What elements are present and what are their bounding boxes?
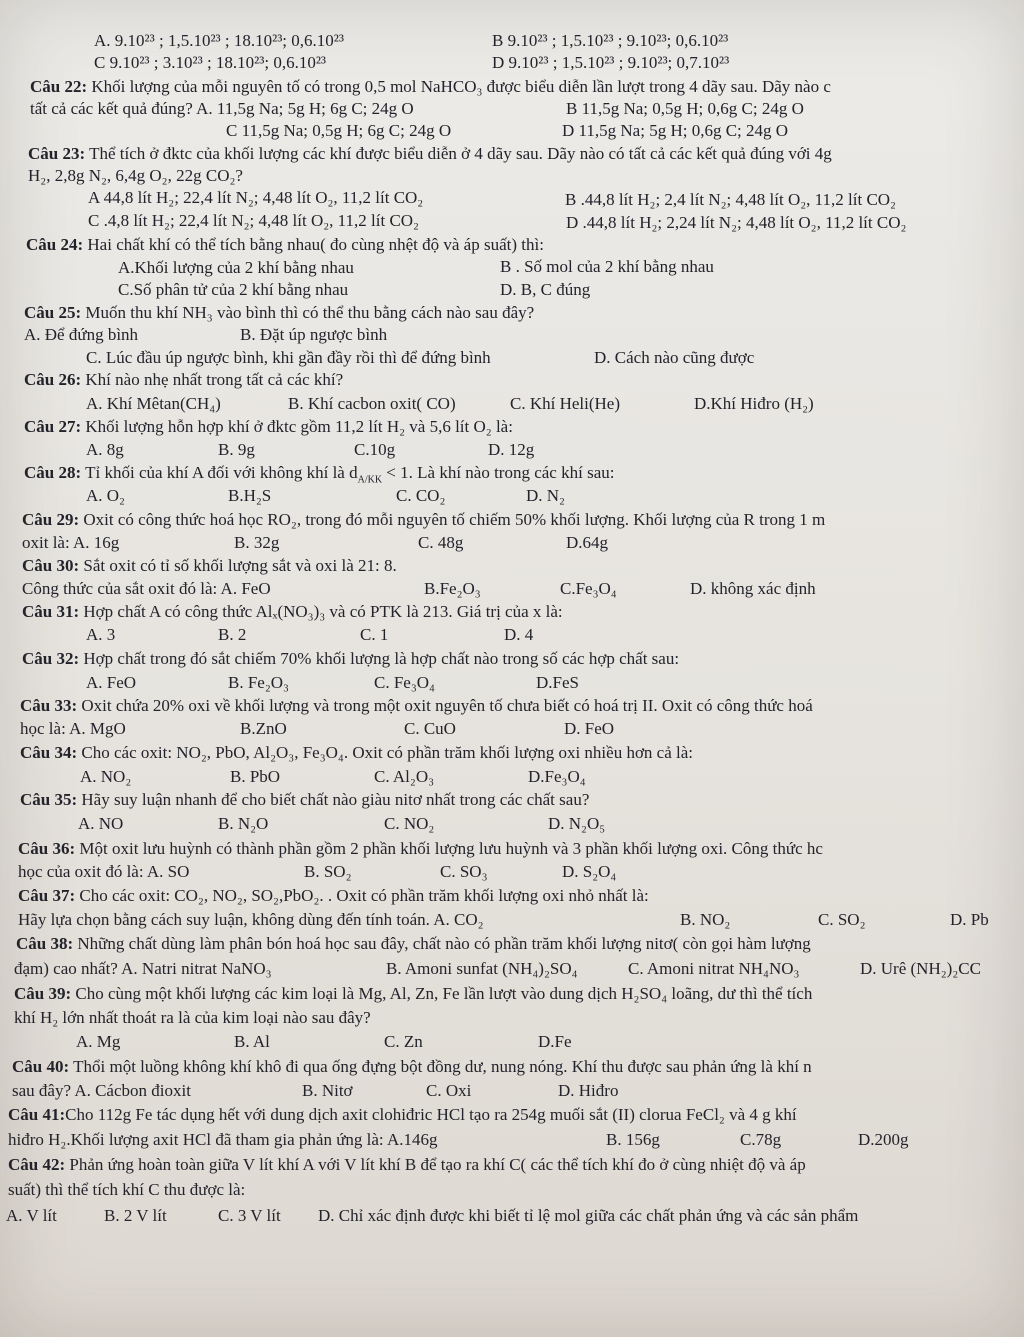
q37-label: Câu 37: (18, 886, 76, 905)
q42-text-2: suất) thì thể tích khí C thu được là: (8, 1180, 246, 1199)
q21-option-b: B 9.10²³ ; 1,5.10²³ ; 9.10²³; 0,6.10²³ (492, 31, 729, 50)
q35-text: Hãy suy luận nhanh để cho biết chất nào giàu nitơ nhất trong các chất sau? (81, 790, 590, 809)
q38-line-1 (16, 933, 811, 955)
q21-option-d: D 9.10²³ ; 1,5.10²³ ; 9.10²³; 0,7.10²³ (492, 53, 730, 72)
q29-option-b: B. 32g (234, 533, 280, 552)
q32-label: Câu 32: (22, 649, 80, 668)
q25-label: Câu 25: (24, 303, 82, 322)
q34-option-d: D.Fe₃O₄ (528, 767, 586, 786)
q36-text-2: học của oxit đó là: A. SO (18, 862, 190, 881)
q41-label: Câu 41: (8, 1105, 66, 1124)
q41-line-1 (8, 1104, 797, 1126)
q22-option-d: D 11,5g Na; 5g H; 0,6g C; 24g O (562, 121, 789, 140)
q31-label: Câu 31: (22, 602, 80, 621)
q27-label: Câu 27: (24, 417, 82, 436)
q38-option-d: D. Urê (NH₂)₂CC (860, 959, 981, 978)
q42-line-1 (8, 1154, 806, 1176)
q39-text-1: Cho cùng một khối lượng các kim loại là Mg, Al, Zn, Fe lần lượt vào dung dịch H₂SO₄ loãng, dư thì thể tích (75, 984, 813, 1003)
q28-text-end: < 1. Là khí nào trong các khí sau: (382, 463, 615, 482)
q31-option-c: C. 1 (360, 625, 389, 644)
q21-option-a: A. 9.10²³ ; 1,5.10²³ ; 18.10²³; 0,6.10²³ (94, 31, 344, 50)
q36-option-c: C. SO₃ (440, 862, 488, 881)
q29-text-2: oxit là: A. 16g (22, 533, 120, 552)
q36-line-1 (18, 838, 823, 860)
q41-text-1: Cho 112g Fe tác dụng hết với dung dịch axit clohiđric HCl tạo ra 254g muối sắt (II) clorua FeCl₂ và 4 g khí (65, 1105, 797, 1124)
q34-option-a: A. NO₂ (80, 767, 132, 786)
q40-option-b: B. Nitơ (302, 1081, 353, 1100)
q31-line (22, 601, 563, 623)
q28-text: Tỉ khối của khí A đối với không khí là d (85, 463, 358, 482)
q27-text: Khối lượng hỗn hợp khí ở đktc gồm 11,2 lít H₂ và 5,6 lít O₂ là: (85, 417, 513, 436)
q38-text-1: Những chất dùng làm phân bón hoá học sau đây, chất nào có phần trăm khối lượng nitơ( còn gọi hàm lượng (77, 934, 811, 953)
q23-option-b: B .44,8 lít H₂; 2,4 lít N₂; 4,48 lít O₂, 11,2 lít CO₂ (565, 190, 896, 209)
q39-option-a: A. Mg (76, 1032, 121, 1051)
q33-option-b: B.ZnO (240, 719, 287, 738)
q32-line (22, 648, 679, 670)
q31-option-d: D. 4 (504, 625, 534, 644)
q41-option-d: D.200g (858, 1130, 909, 1149)
q42-label: Câu 42: (8, 1155, 66, 1174)
q35-option-a: A. NO (78, 814, 124, 833)
q25-option-b: B. Đặt úp ngược bình (240, 325, 388, 344)
q40-text-1: Thổi một luồng không khí khô đi qua ống đựng bột đồng dư, nung nóng. Khí thu được sau phản ứng là khí n (73, 1057, 812, 1076)
q35-option-b: B. N₂O (218, 814, 269, 833)
q30-text-2: Công thức của sắt oxit đó là: A. FeO (22, 579, 271, 598)
q28-option-b: B.H₂S (228, 486, 272, 505)
q35-line (20, 789, 589, 811)
q25-text: Muốn thu khí NH₃ vào bình thì có thể thu bằng cách nào sau đây? (85, 303, 535, 322)
q35-option-d: D. N₂O₅ (548, 814, 606, 833)
q28-subscript: A/KK (357, 474, 383, 486)
q42-option-b: B. 2 V lít (104, 1206, 167, 1225)
q33-text-2: học là: A. MgO (20, 719, 126, 738)
q39-option-b: B. Al (234, 1032, 270, 1051)
q39-option-d: D.Fe (538, 1032, 572, 1051)
q28-option-a: A. O₂ (86, 486, 125, 505)
q33-line-1 (20, 695, 813, 717)
q30-option-c: C.Fe₃O₄ (560, 579, 617, 598)
q26-option-b: B. Khí cacbon oxit( CO) (288, 394, 456, 413)
q34-label: Câu 34: (20, 743, 78, 762)
q22-label: Câu 22: (30, 77, 88, 96)
q36-label: Câu 36: (18, 839, 76, 858)
q24-label: Câu 24: (26, 235, 84, 254)
q26-option-a: A. Khí Mêtan(CH₄) (86, 394, 221, 413)
q32-option-a: A. FeO (86, 673, 137, 692)
q28-label: Câu 28: (24, 463, 82, 482)
q22-line-1 (30, 76, 831, 98)
q26-text: Khí nào nhẹ nhất trong tất cả các khí? (85, 370, 344, 389)
q35-label: Câu 35: (20, 790, 78, 809)
q27-option-a: A. 8g (86, 440, 124, 459)
q34-option-c: C. Al₂O₃ (374, 767, 435, 786)
q37-text-1: Cho các oxit: CO₂, NO₂, SO₂,PbO₂. . Oxit có phần trăm khối lượng oxi nhỏ nhất là: (79, 886, 649, 905)
q31-option-b: B. 2 (218, 625, 247, 644)
q31-option-a: A. 3 (86, 625, 116, 644)
q40-label: Câu 40: (12, 1057, 70, 1076)
q36-option-b: B. SO₂ (304, 862, 352, 881)
q24-option-b: B . Số mol của 2 khí bằng nhau (500, 257, 714, 276)
q40-option-d: D. Hiđro (558, 1081, 619, 1100)
q34-option-b: B. PbO (230, 767, 281, 786)
q25-line (24, 302, 534, 324)
q29-label: Câu 29: (22, 510, 80, 529)
q38-text-2: đạm) cao nhất? A. Natri nitrat NaNO₃ (14, 959, 272, 978)
q42-option-a: A. V lít (6, 1206, 57, 1225)
q22-text-2: tất cả các kết quả đúng? A. 11,5g Na; 5g H; 6g C; 24g O (30, 99, 414, 118)
q24-line (26, 234, 544, 256)
q36-text-1: Một oxit lưu huỳnh có thành phần gồm 2 phần khối lượng lưu huỳnh và 3 phần khối lượng oxi. Công thức hc (79, 839, 823, 858)
q25-option-a: A. Để đứng bình (24, 325, 139, 344)
q27-line (24, 416, 513, 438)
q40-line-1 (12, 1056, 812, 1078)
q37-line-1 (18, 885, 649, 907)
q32-option-d: D.FeS (536, 673, 579, 692)
q32-option-b: B. Fe₂O₃ (228, 673, 289, 692)
q42-option-c: C. 3 V lít (218, 1206, 281, 1225)
q31-text: Hợp chất A có công thức Alₓ(NO₃)₃ và có PTK là 213. Giá trị của x là: (83, 602, 563, 621)
q26-option-d: D.Khí Hiđro (H₂) (694, 394, 814, 413)
q29-option-d: D.64g (566, 533, 609, 552)
q24-text: Hai chất khí có thể tích bằng nhau( đo cùng nhệt độ và áp suất) thì: (87, 235, 544, 254)
q32-text: Hợp chất trong đó sắt chiếm 70% khối lượng là hợp chất nào trong số các hợp chất sau: (83, 649, 680, 668)
q37-option-b: B. NO₂ (680, 910, 731, 929)
q38-option-b: B. Amoni sunfat (NH₄)₂SO₄ (386, 959, 578, 978)
q30-label: Câu 30: (22, 556, 80, 575)
q40-option-c: C. Oxi (426, 1081, 472, 1100)
q27-option-c: C.10g (354, 440, 396, 459)
q30-text-1: Sắt oxit có tỉ số khối lượng sắt và oxi là 21: 8. (83, 556, 397, 575)
q32-option-c: C. Fe₃O₄ (374, 673, 435, 692)
q28-option-c: C. CO₂ (396, 486, 446, 505)
q24-option-c: C.Số phân tử của 2 khí bằng nhau (118, 280, 349, 299)
q41-option-c: C.78g (740, 1130, 782, 1149)
q26-label: Câu 26: (24, 370, 82, 389)
q28-option-d: D. N₂ (526, 486, 565, 505)
q30-line-1 (22, 555, 397, 577)
q33-label: Câu 33: (20, 696, 78, 715)
q36-option-d: D. S₂O₄ (562, 862, 617, 881)
q23-option-d: D .44,8 lít H₂; 2,24 lít N₂; 4,48 lít O₂, 11,2 lít CO₂ (566, 213, 907, 232)
q22-text-1: Khối lượng của mỗi nguyên tố có trong 0,5 mol NaHCO₃ được biểu diễn lần lượt trong 4 dãy sau. Dãy nào c (91, 77, 831, 96)
q33-text-1: Oxit chứa 20% oxi về khối lượng và trong một oxit nguyên tố chưa biết có hoá trị II. Oxit có công thức hoá (81, 696, 813, 715)
q37-option-c: C. SO₂ (818, 910, 866, 929)
q39-line-1 (14, 983, 812, 1005)
q23-option-a: A 44,8 lít H₂; 22,4 lít N₂; 4,48 lít O₂, 11,2 lít CO₂ (88, 188, 424, 207)
q27-option-b: B. 9g (218, 440, 255, 459)
q37-text-2: Hãy lựa chọn bằng cách suy luận, không dùng đến tính toán. A. CO₂ (18, 910, 484, 929)
q23-label: Câu 23: (28, 144, 86, 163)
q41-option-b: B. 156g (606, 1130, 660, 1149)
q33-option-c: C. CuO (404, 719, 456, 738)
q24-option-a: A.Khối lượng của 2 khí bằng nhau (118, 258, 354, 277)
q23-text-2: H₂, 2,8g N₂, 6,4g O₂, 22g CO₂? (28, 166, 243, 185)
q26-line (24, 369, 343, 391)
q38-option-c: C. Amoni nitrat NH₄NO₃ (628, 959, 800, 978)
q39-text-2: khí H₂ lớn nhất thoát ra là của kim loại nào sau đây? (14, 1008, 371, 1027)
q34-text: Cho các oxit: NO₂, PbO, Al₂O₃, Fe₃O₄. Oxit có phần trăm khối lượng oxi nhiều hơn cả là: (81, 743, 694, 762)
q25-option-c: C. Lúc đầu úp ngược bình, khi gần đầy rồi thì để đứng bình (86, 348, 491, 367)
q21-option-c: C 9.10²³ ; 3.10²³ ; 18.10²³; 0,6.10²³ (94, 53, 327, 72)
q27-option-d: D. 12g (488, 440, 535, 459)
q40-text-2: sau đây? A. Cácbon đioxit (12, 1081, 191, 1100)
q23-option-c: C .4,8 lít H₂; 22,4 lít N₂; 4,48 lít O₂, 11,2 lít CO₂ (88, 211, 419, 230)
q33-option-d: D. FeO (564, 719, 615, 738)
q35-option-c: C. NO₂ (384, 814, 435, 833)
q42-text-1: Phản ứng hoàn toàn giữa V lít khí A với V lít khí B để tạo ra khí C( các thể tích khí đo ở cùng nhiệt độ và áp (69, 1155, 806, 1174)
q34-line (20, 742, 693, 764)
q39-label: Câu 39: (14, 984, 72, 1003)
q37-option-d: D. Pb (950, 910, 989, 929)
q38-label: Câu 38: (16, 934, 74, 953)
q24-option-d: D. B, C đúng (500, 280, 591, 299)
q39-option-c: C. Zn (384, 1032, 423, 1051)
q26-option-c: C. Khí Heli(He) (510, 394, 621, 413)
q29-text-1: Oxit có công thức hoá học RO₂, trong đó mỗi nguyên tố chiếm 50% khối lượng. Khối lượng của R trong 1 m (83, 510, 826, 529)
q22-option-c: C 11,5g Na; 0,5g H; 6g C; 24g O (226, 121, 452, 140)
q41-text-2: hiđro H₂.Khối lượng axit HCl đã tham gia phản ứng là: A.146g (8, 1130, 438, 1149)
q29-option-c: C. 48g (418, 533, 464, 552)
q42-option-d: D. Chỉ xác định được khi biết tỉ lệ mol giữa các chất phản ứng và các sản phẩm (318, 1206, 859, 1225)
q22-option-b: B 11,5g Na; 0,5g H; 0,6g C; 24g O (566, 99, 804, 118)
q29-line-1 (22, 509, 825, 531)
q23-line-1 (28, 143, 832, 165)
q25-option-d: D. Cách nào cũng được (594, 348, 755, 367)
q30-option-d: D. không xác định (690, 579, 816, 598)
q23-text-1: Thể tích ở đktc của khối lượng các khí được biểu diễn ở 4 dãy sau. Dãy nào có tất cả các kết quả đúng với 4g (89, 144, 832, 163)
q30-option-b: B.Fe₂O₃ (424, 579, 481, 598)
